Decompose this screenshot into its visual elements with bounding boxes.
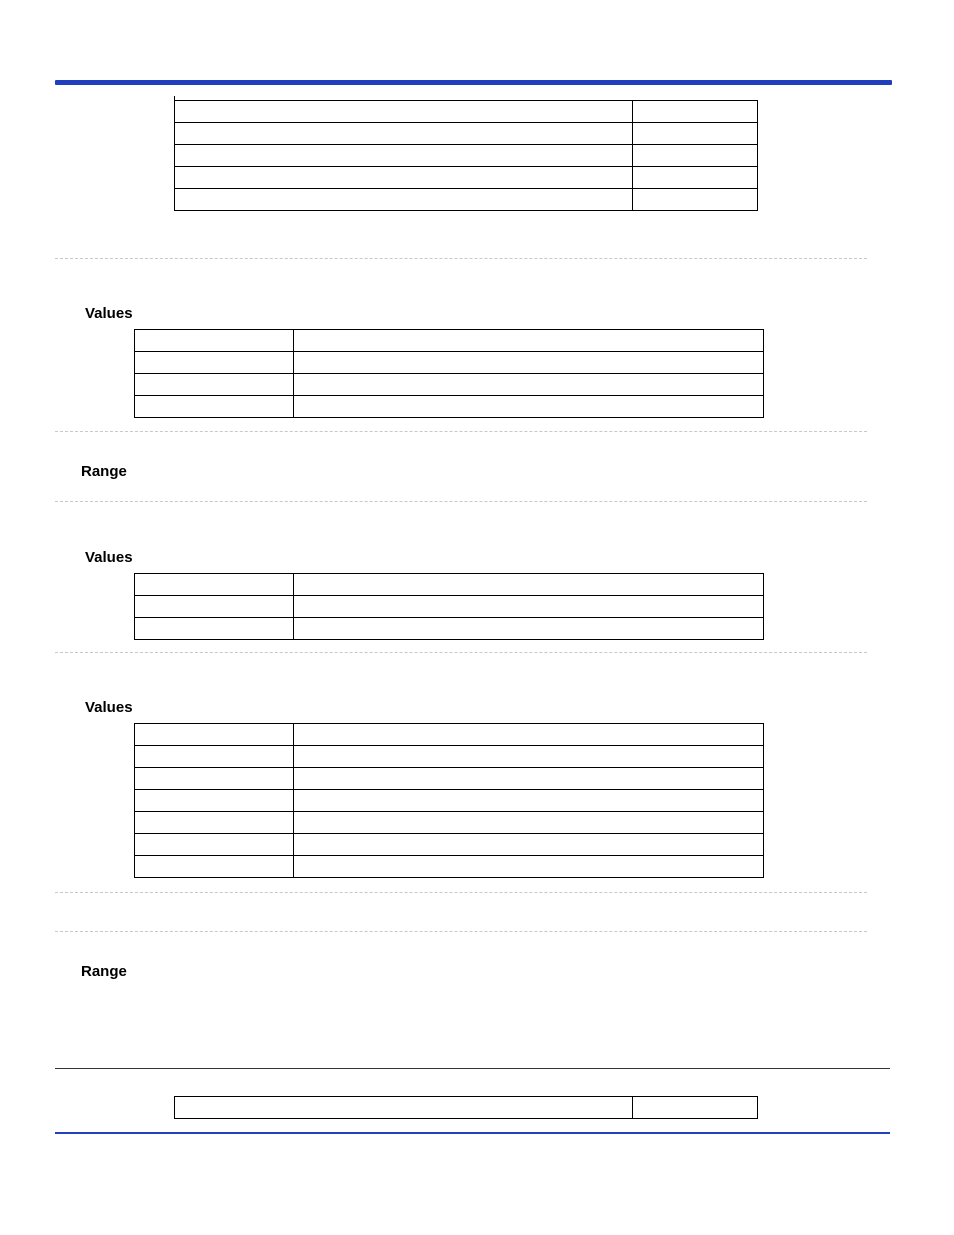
table-cell — [175, 189, 633, 211]
table-cell — [633, 123, 758, 145]
table-cell — [294, 746, 764, 768]
table-row — [135, 812, 764, 834]
table-cell — [135, 724, 294, 746]
table-cell — [294, 834, 764, 856]
table-cell — [633, 101, 758, 123]
values-label: Values — [85, 699, 133, 716]
table-cell — [294, 330, 764, 352]
table-cell — [294, 396, 764, 418]
section-separator — [55, 892, 867, 893]
header-rule — [55, 80, 892, 85]
section-separator — [55, 501, 867, 502]
table-row — [135, 374, 764, 396]
table-cell — [135, 352, 294, 374]
section-separator — [55, 431, 867, 432]
table-row — [135, 352, 764, 374]
section-separator — [55, 652, 867, 653]
table-row — [175, 189, 758, 211]
values-table — [134, 723, 764, 878]
table-cell — [633, 189, 758, 211]
section-separator — [55, 931, 867, 932]
footer-accent-rule — [55, 1132, 890, 1134]
table-row — [175, 101, 758, 123]
table-row — [135, 790, 764, 812]
table-cell — [294, 574, 764, 596]
table-cell — [294, 768, 764, 790]
table-row — [135, 330, 764, 352]
values-table — [134, 573, 764, 640]
table-row — [135, 724, 764, 746]
table-cell — [135, 768, 294, 790]
table-cell — [294, 352, 764, 374]
table-cell — [633, 1097, 758, 1119]
table-cell — [294, 856, 764, 878]
values-label: Values — [85, 305, 133, 322]
table-cell — [175, 1097, 633, 1119]
table-cell — [175, 145, 633, 167]
table-row — [175, 145, 758, 167]
table-cell — [294, 618, 764, 640]
table-cell — [294, 812, 764, 834]
table-cell — [135, 574, 294, 596]
table-cell — [633, 167, 758, 189]
table-cell — [135, 812, 294, 834]
table-cell — [633, 145, 758, 167]
table-cell — [135, 596, 294, 618]
table-cell — [294, 596, 764, 618]
table-row — [135, 856, 764, 878]
table-row — [135, 574, 764, 596]
table-row — [135, 396, 764, 418]
table-row — [135, 596, 764, 618]
table-row — [175, 167, 758, 189]
table-cell — [294, 724, 764, 746]
table-cell — [175, 167, 633, 189]
footer-rule — [55, 1068, 890, 1069]
continued-table — [174, 100, 758, 211]
table-cell — [175, 101, 633, 123]
values-table — [134, 329, 764, 418]
range-label: Range — [81, 963, 127, 980]
table-row — [135, 768, 764, 790]
table-cell — [175, 123, 633, 145]
table-cell — [135, 790, 294, 812]
table-edge — [174, 96, 175, 101]
table-cell — [294, 790, 764, 812]
table-cell — [135, 834, 294, 856]
table-row — [135, 618, 764, 640]
table-cell — [135, 618, 294, 640]
table-cell — [294, 374, 764, 396]
table-row — [135, 746, 764, 768]
table-row — [175, 123, 758, 145]
footer-table — [174, 1096, 758, 1119]
values-label: Values — [85, 549, 133, 566]
table-cell — [135, 374, 294, 396]
table-cell — [135, 746, 294, 768]
table-row — [135, 834, 764, 856]
range-label: Range — [81, 463, 127, 480]
table-cell — [135, 396, 294, 418]
table-row — [175, 1097, 758, 1119]
table-cell — [135, 856, 294, 878]
section-separator — [55, 258, 867, 259]
table-cell — [135, 330, 294, 352]
